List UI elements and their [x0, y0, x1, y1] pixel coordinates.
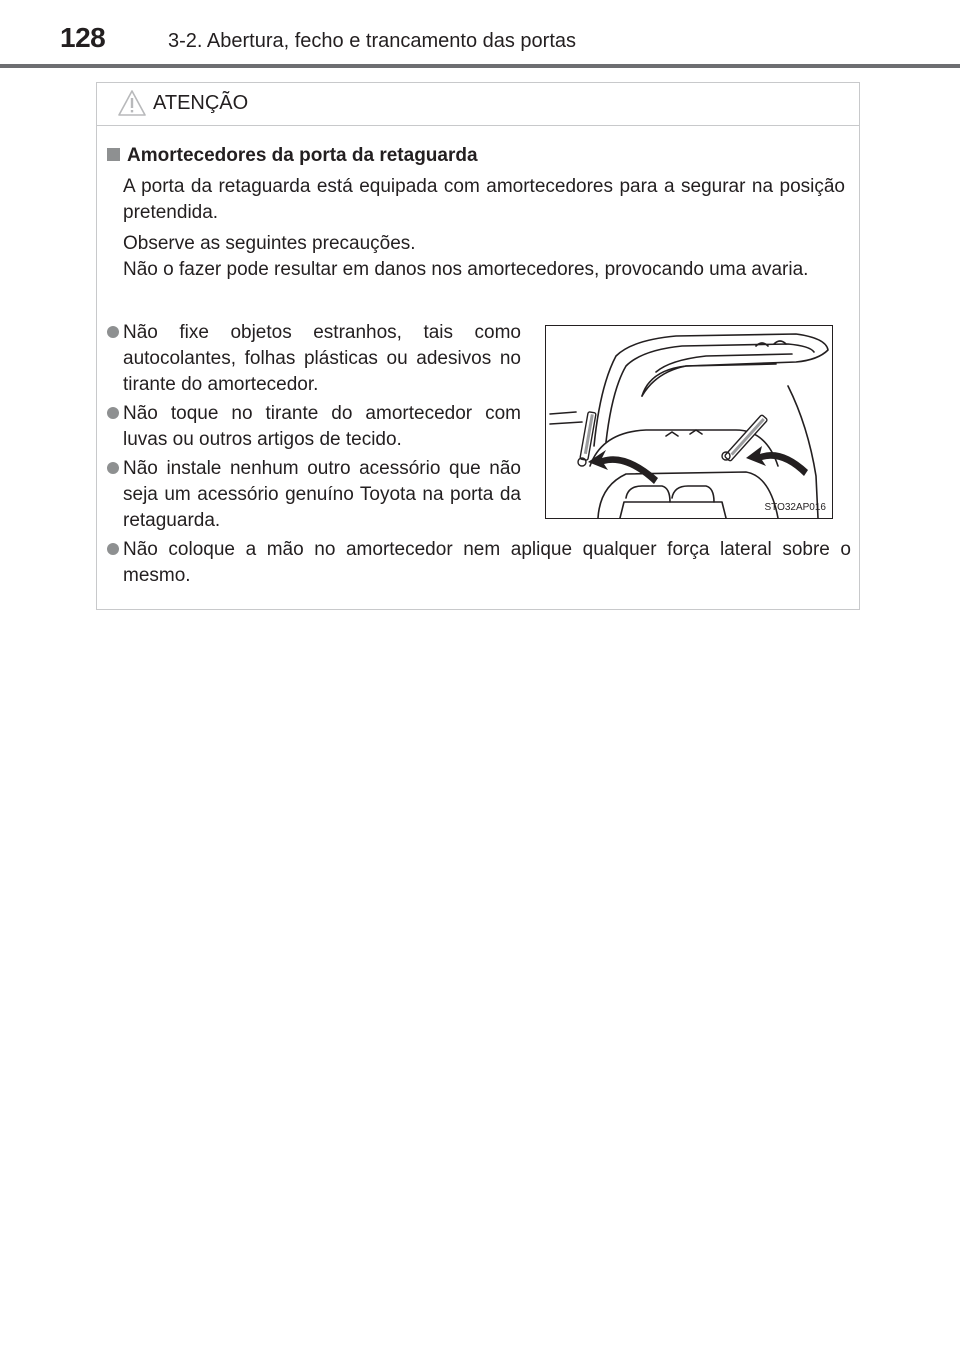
bullet-dot-icon [107, 462, 119, 474]
header-divider [0, 64, 960, 68]
bullet-dot-icon [107, 407, 119, 419]
bullet-item [107, 456, 521, 534]
bullet-text: Não fixe objetos estranhos, tais como autocolantes, folhas plásticas ou adesivos no tirante do amortecedor. [123, 322, 521, 395]
bullet-dot-icon [107, 326, 119, 338]
tailgate-illustration [545, 325, 833, 519]
bullet-item [107, 401, 521, 453]
bullet-text: Não instale nenhum outro acessório que não seja um acessório genuíno Toyota na porta da retaguarda. [123, 458, 521, 531]
bullet-item [107, 537, 851, 589]
warning-box [96, 82, 860, 610]
precautions-line: Observe as seguintes precauções. [123, 233, 416, 254]
square-bullet-icon [107, 148, 120, 161]
intro-paragraph: A porta da retaguarda está equipada com amortecedores para a segurar na posição pretendida. [123, 176, 845, 223]
consequence-paragraph: Não o fazer pode resultar em danos nos amortecedores, provocando uma avaria. [123, 259, 809, 280]
bullet-item [107, 320, 521, 398]
tailgate-damper-drawing [546, 326, 832, 518]
section-heading [107, 145, 478, 167]
bullet-text: Não toque no tirante do amortecedor com luvas ou outros artigos de tecido. [123, 403, 521, 450]
figure-code: STO32AP016 [764, 502, 826, 513]
warning-triangle-icon [117, 88, 147, 118]
section-heading-text: Amortecedores da porta da retaguarda [127, 145, 478, 166]
bullet-dot-icon [107, 543, 119, 555]
warning-title: ATENÇÃO [153, 92, 249, 114]
bullet-text: Não coloque a mão no amortecedor nem aplique qualquer força lateral sobre o mesmo. [123, 539, 851, 586]
warning-header [97, 83, 859, 126]
page-number: 128 [60, 22, 106, 53]
section-header-title: 3-2. Abertura, fecho e trancamento das portas [168, 30, 577, 52]
